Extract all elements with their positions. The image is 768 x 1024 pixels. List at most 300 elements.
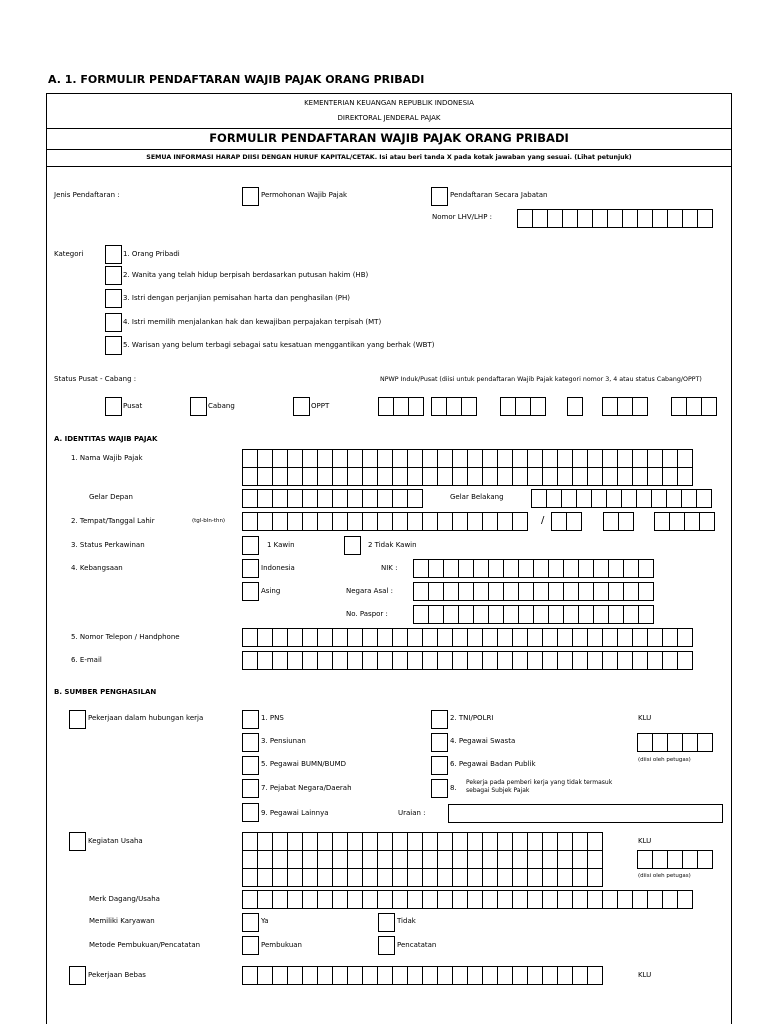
tanggal-input[interactable] [551,512,581,531]
input-cell[interactable] [512,651,528,670]
input-cell[interactable] [317,966,333,985]
kegiatan-row-2[interactable] [242,850,602,869]
input-cell[interactable] [542,966,558,985]
bebas-input[interactable] [242,966,602,985]
input-cell[interactable] [287,868,303,887]
input-cell[interactable] [578,559,594,578]
input-cell[interactable] [557,890,573,909]
input-cell[interactable] [287,832,303,851]
input-cell[interactable] [557,467,573,486]
input-cell[interactable] [362,832,378,851]
input-cell[interactable] [617,449,633,468]
input-cell[interactable] [377,467,393,486]
input-cell[interactable] [458,559,474,578]
input-cell[interactable] [684,512,700,531]
input-cell[interactable] [437,512,453,531]
input-cell[interactable] [242,868,258,887]
input-cell[interactable] [332,512,348,531]
input-cell[interactable] [618,512,634,531]
input-cell[interactable] [347,832,363,851]
input-cell[interactable] [437,868,453,887]
checkbox-tni[interactable] [431,710,448,729]
input-cell[interactable] [608,582,624,601]
input-cell[interactable] [392,868,408,887]
input-cell[interactable] [512,628,528,647]
input-cell[interactable] [557,966,573,985]
input-cell[interactable] [302,890,318,909]
input-cell[interactable] [377,628,393,647]
input-cell[interactable] [257,850,273,869]
input-cell[interactable] [257,628,273,647]
input-cell[interactable] [497,850,513,869]
input-cell[interactable] [302,850,318,869]
input-cell[interactable] [482,512,498,531]
input-cell[interactable] [317,467,333,486]
input-cell[interactable] [332,850,348,869]
nama-input-row-2[interactable] [242,467,692,486]
input-cell[interactable] [647,651,663,670]
input-cell[interactable] [497,628,513,647]
input-cell[interactable] [407,966,423,985]
input-cell[interactable] [467,850,483,869]
input-cell[interactable] [332,832,348,851]
input-cell[interactable] [422,449,438,468]
input-cell[interactable] [637,209,653,228]
input-cell[interactable] [302,868,318,887]
checkbox-pusat[interactable] [105,397,122,416]
input-cell[interactable] [602,397,618,416]
input-cell[interactable] [662,449,678,468]
npwp-group-1[interactable] [378,397,423,416]
input-cell[interactable] [572,832,588,851]
input-cell[interactable] [557,868,573,887]
input-cell[interactable] [242,628,258,647]
input-cell[interactable] [518,559,534,578]
input-cell[interactable] [503,605,519,624]
input-cell[interactable] [587,832,603,851]
input-cell[interactable] [437,966,453,985]
input-cell[interactable] [467,890,483,909]
input-cell[interactable] [467,651,483,670]
input-cell[interactable] [617,651,633,670]
input-cell[interactable] [473,559,489,578]
checkbox-bebas[interactable] [69,966,86,985]
input-cell[interactable] [482,868,498,887]
input-cell[interactable] [686,397,702,416]
input-cell[interactable] [662,651,678,670]
input-cell[interactable] [317,850,333,869]
input-cell[interactable] [392,489,408,508]
input-cell[interactable] [362,651,378,670]
input-cell[interactable] [272,449,288,468]
input-cell[interactable] [617,467,633,486]
input-cell[interactable] [677,890,693,909]
checkbox-pensiunan[interactable] [242,733,259,752]
input-cell[interactable] [407,890,423,909]
input-cell[interactable] [272,489,288,508]
input-cell[interactable] [482,966,498,985]
input-cell[interactable] [662,628,678,647]
checkbox-pekerjaan[interactable] [69,710,86,729]
gelar-belakang-input[interactable] [531,489,711,508]
input-cell[interactable] [632,651,648,670]
input-cell[interactable] [527,651,543,670]
input-cell[interactable] [512,850,528,869]
input-cell[interactable] [242,966,258,985]
input-cell[interactable] [497,512,513,531]
input-cell[interactable] [647,890,663,909]
input-cell[interactable] [317,489,333,508]
kegiatan-row-3[interactable] [242,868,602,887]
input-cell[interactable] [647,449,663,468]
tahun-input[interactable] [654,512,714,531]
input-cell[interactable] [603,512,619,531]
input-cell[interactable] [362,512,378,531]
input-cell[interactable] [557,628,573,647]
input-cell[interactable] [362,467,378,486]
input-cell[interactable] [651,489,667,508]
input-cell[interactable] [422,628,438,647]
input-cell[interactable] [407,628,423,647]
input-cell[interactable] [422,850,438,869]
checkbox-swasta[interactable] [431,733,448,752]
input-cell[interactable] [437,467,453,486]
input-cell[interactable] [378,397,394,416]
checkbox-oppt[interactable] [293,397,310,416]
input-cell[interactable] [242,489,258,508]
npwp-group-3[interactable] [500,397,545,416]
input-cell[interactable] [617,628,633,647]
input-cell[interactable] [452,832,468,851]
input-cell[interactable] [302,651,318,670]
input-cell[interactable] [302,467,318,486]
input-cell[interactable] [362,890,378,909]
input-cell[interactable] [437,651,453,670]
input-cell[interactable] [242,850,258,869]
checkbox-pembukuan[interactable] [242,936,259,955]
input-cell[interactable] [638,559,654,578]
input-cell[interactable] [422,512,438,531]
input-cell[interactable] [272,512,288,531]
input-cell[interactable] [257,467,273,486]
input-cell[interactable] [652,733,668,752]
input-cell[interactable] [257,512,273,531]
input-cell[interactable] [482,890,498,909]
checkbox-kawin[interactable] [242,536,259,555]
input-cell[interactable] [302,512,318,531]
input-cell[interactable] [407,467,423,486]
input-cell[interactable] [527,628,543,647]
checkbox-asing[interactable] [242,582,259,601]
input-cell[interactable] [242,512,258,531]
input-cell[interactable] [527,832,543,851]
input-cell[interactable] [518,605,534,624]
input-cell[interactable] [437,832,453,851]
input-cell[interactable] [467,467,483,486]
checkbox-lainnya[interactable] [242,803,259,822]
checkbox-indonesia[interactable] [242,559,259,578]
input-cell[interactable] [287,850,303,869]
input-cell[interactable] [347,467,363,486]
input-cell[interactable] [527,467,543,486]
input-cell[interactable] [696,489,712,508]
input-cell[interactable] [452,512,468,531]
email-input[interactable] [242,651,692,670]
input-cell[interactable] [566,512,582,531]
input-cell[interactable] [452,651,468,670]
input-cell[interactable] [302,489,318,508]
input-cell[interactable] [377,966,393,985]
input-cell[interactable] [428,582,444,601]
nama-input-row-1[interactable] [242,449,692,468]
input-cell[interactable] [576,489,592,508]
input-cell[interactable] [677,628,693,647]
input-cell[interactable] [317,832,333,851]
input-cell[interactable] [461,397,477,416]
input-cell[interactable] [317,890,333,909]
input-cell[interactable] [377,868,393,887]
input-cell[interactable] [362,966,378,985]
input-cell[interactable] [482,628,498,647]
input-cell[interactable] [578,582,594,601]
input-cell[interactable] [652,850,668,869]
input-cell[interactable] [362,489,378,508]
input-cell[interactable] [272,850,288,869]
input-cell[interactable] [452,868,468,887]
input-cell[interactable] [548,559,564,578]
input-cell[interactable] [452,890,468,909]
input-cell[interactable] [287,628,303,647]
input-cell[interactable] [608,605,624,624]
input-cell[interactable] [527,890,543,909]
input-cell[interactable] [482,832,498,851]
input-cell[interactable] [287,890,303,909]
input-cell[interactable] [592,209,608,228]
input-cell[interactable] [512,512,528,531]
input-cell[interactable] [332,449,348,468]
input-cell[interactable] [512,832,528,851]
input-cell[interactable] [467,966,483,985]
input-cell[interactable] [257,489,273,508]
checkbox-jabatan[interactable] [431,187,448,206]
input-cell[interactable] [377,651,393,670]
input-cell[interactable] [347,449,363,468]
input-cell[interactable] [669,512,685,531]
input-cell[interactable] [593,582,609,601]
input-cell[interactable] [682,850,698,869]
nik-input[interactable] [413,559,653,578]
input-cell[interactable] [362,868,378,887]
input-cell[interactable] [677,651,693,670]
input-cell[interactable] [542,628,558,647]
input-cell[interactable] [332,628,348,647]
input-cell[interactable] [347,628,363,647]
input-cell[interactable] [617,397,633,416]
input-cell[interactable] [623,605,639,624]
input-cell[interactable] [407,651,423,670]
input-cell[interactable] [587,628,603,647]
input-cell[interactable] [272,868,288,887]
input-cell[interactable] [347,966,363,985]
input-cell[interactable] [667,733,683,752]
checkbox-bumn[interactable] [242,756,259,775]
input-cell[interactable] [682,209,698,228]
klu-input-1[interactable] [637,733,712,752]
input-cell[interactable] [332,489,348,508]
input-cell[interactable] [587,868,603,887]
input-cell[interactable] [392,628,408,647]
input-cell[interactable] [473,605,489,624]
input-cell[interactable] [623,582,639,601]
input-cell[interactable] [317,512,333,531]
input-cell[interactable] [677,449,693,468]
input-cell[interactable] [512,890,528,909]
input-cell[interactable] [577,209,593,228]
input-cell[interactable] [637,850,653,869]
input-cell[interactable] [587,850,603,869]
input-cell[interactable] [497,890,513,909]
input-cell[interactable] [671,397,687,416]
input-cell[interactable] [497,832,513,851]
input-cell[interactable] [422,832,438,851]
input-cell[interactable] [347,890,363,909]
input-cell[interactable] [272,890,288,909]
input-cell[interactable] [413,559,429,578]
input-cell[interactable] [632,397,648,416]
input-cell[interactable] [257,449,273,468]
input-cell[interactable] [563,559,579,578]
telepon-input[interactable] [242,628,692,647]
input-cell[interactable] [377,489,393,508]
input-cell[interactable] [287,467,303,486]
input-cell[interactable] [452,467,468,486]
input-cell[interactable] [407,449,423,468]
input-cell[interactable] [428,559,444,578]
input-cell[interactable] [242,651,258,670]
input-cell[interactable] [272,832,288,851]
checkbox-pns[interactable] [242,710,259,729]
input-cell[interactable] [362,449,378,468]
input-cell[interactable] [607,209,623,228]
input-cell[interactable] [551,512,567,531]
input-cell[interactable] [542,890,558,909]
input-cell[interactable] [332,651,348,670]
input-cell[interactable] [497,467,513,486]
input-cell[interactable] [572,850,588,869]
bulan-input[interactable] [603,512,633,531]
input-cell[interactable] [407,489,423,508]
input-cell[interactable] [242,890,258,909]
input-cell[interactable] [547,209,563,228]
input-cell[interactable] [428,605,444,624]
input-cell[interactable] [542,868,558,887]
input-cell[interactable] [317,449,333,468]
input-cell[interactable] [347,850,363,869]
input-cell[interactable] [437,628,453,647]
input-cell[interactable] [242,832,258,851]
input-cell[interactable] [377,449,393,468]
input-cell[interactable] [591,489,607,508]
input-cell[interactable] [407,832,423,851]
input-cell[interactable] [437,890,453,909]
input-cell[interactable] [667,209,683,228]
merk-input[interactable] [242,890,692,909]
input-cell[interactable] [512,868,528,887]
input-cell[interactable] [497,966,513,985]
input-cell[interactable] [422,651,438,670]
input-cell[interactable] [272,628,288,647]
input-cell[interactable] [392,890,408,909]
gelar-depan-input[interactable] [242,489,422,508]
input-cell[interactable] [362,850,378,869]
input-cell[interactable] [452,850,468,869]
input-cell[interactable] [452,628,468,647]
input-cell[interactable] [572,651,588,670]
checkbox-tidak-kawin[interactable] [344,536,361,555]
checkbox-kategori-1[interactable] [105,245,122,264]
input-cell[interactable] [458,582,474,601]
input-cell[interactable] [518,582,534,601]
input-cell[interactable] [257,832,273,851]
input-cell[interactable] [377,890,393,909]
input-cell[interactable] [272,651,288,670]
input-cell[interactable] [467,512,483,531]
checkbox-no8[interactable] [431,779,448,798]
input-cell[interactable] [272,467,288,486]
input-cell[interactable] [527,850,543,869]
checkbox-kategori-5[interactable] [105,336,122,355]
uraian-input[interactable] [448,804,723,823]
checkbox-kategori-3[interactable] [105,289,122,308]
input-cell[interactable] [602,628,618,647]
input-cell[interactable] [636,489,652,508]
input-cell[interactable] [681,489,697,508]
input-cell[interactable] [701,397,717,416]
input-cell[interactable] [647,628,663,647]
input-cell[interactable] [638,582,654,601]
input-cell[interactable] [530,397,546,416]
input-cell[interactable] [392,966,408,985]
input-cell[interactable] [257,651,273,670]
input-cell[interactable] [515,397,531,416]
input-cell[interactable] [467,868,483,887]
input-cell[interactable] [302,966,318,985]
checkbox-kategori-2[interactable] [105,266,122,285]
input-cell[interactable] [497,651,513,670]
input-cell[interactable] [533,605,549,624]
input-cell[interactable] [413,605,429,624]
input-cell[interactable] [497,868,513,887]
input-cell[interactable] [572,966,588,985]
input-cell[interactable] [632,628,648,647]
input-cell[interactable] [446,397,462,416]
input-cell[interactable] [332,467,348,486]
input-cell[interactable] [662,467,678,486]
input-cell[interactable] [608,559,624,578]
input-cell[interactable] [632,467,648,486]
input-cell[interactable] [362,628,378,647]
input-cell[interactable] [422,966,438,985]
input-cell[interactable] [512,449,528,468]
input-cell[interactable] [482,651,498,670]
input-cell[interactable] [578,605,594,624]
input-cell[interactable] [621,489,637,508]
input-cell[interactable] [602,651,618,670]
checkbox-pencatatan[interactable] [378,936,395,955]
input-cell[interactable] [392,651,408,670]
input-cell[interactable] [482,449,498,468]
input-cell[interactable] [652,209,668,228]
